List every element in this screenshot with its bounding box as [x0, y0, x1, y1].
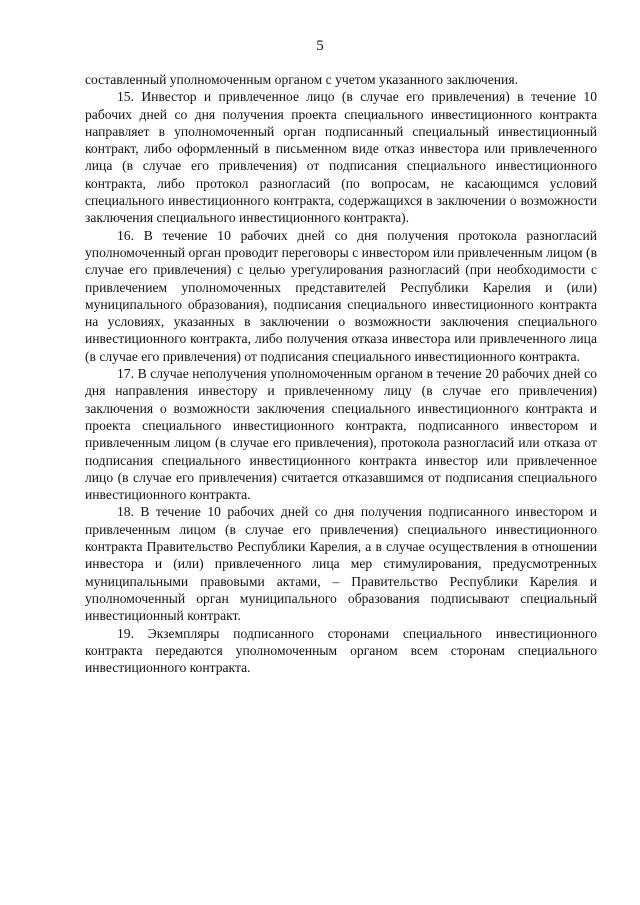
paragraph-15: 15. Инвестор и привлеченное лицо (в случае его привлечения) в течение 10 рабочих дней со дня получения проекта специального инвестиционного контракта направляет в уполномоченный орган подписанный специальный инвестиционный контракт, либо оформленный в письменном виде отказ инвестора или привлеченного лица (в случае его привлечения) от подписания специального инвестиционного контракта, либо протокол разногласий (по вопросам, не касающимся условий специального инвестиционного контракта, содержащихся в заключении о возможности заключения специального инвестиционного контракта). — [85, 89, 597, 226]
page-number: 5 — [316, 38, 324, 54]
paragraph-17: 17. В случае неполучения уполномоченным органом в течение 20 рабочих дней со дня направления инвестору и привлеченному лицу (в случае его привлечения) заключения о возможности заключения специального инвестиционного контракта и проекта специального инвестиционного контракта, подписанного инвестором и привлеченным лицом (в случае его привлечения), протокола разногласий или отказа от подписания специального инвестиционного контракта инвестор или привлеченное лицо (в случае его привлечения) считается отказавшимся от подписания специального инвестиционного контракта. — [85, 366, 597, 503]
paragraph-continuation: составленный уполномоченным органом с учетом указанного заключения. — [85, 72, 518, 87]
document-body — [85, 71, 597, 676]
paragraph-16: 16. В течение 10 рабочих дней со дня получения протокола разногласий уполномоченный орган проводит переговоры с инвестором или привлеченным лицом (в случае его привлечения) с целью урегулирования разногласий (при необходимости с привлечением уполномоченных представителей Республики Карелия и (или) муниципального образования), подписания специального инвестиционного контракта на условиях, указанных в заключении о возможности заключения специального инвестиционного контракта, либо получения отказа инвестора или привлеченного лица (в случае его привлечения) от подписания специального инвестиционного контракта. — [85, 227, 597, 364]
paragraph-18: 18. В течение 10 рабочих дней со дня получения подписанного инвестором и привлеченным лицом (в случае его привлечения) специального инвестиционного контракта Правительство Республики Карелия, а в случае осуществления в отношении инвестора и (или) привлеченного лица мер стимулирования, предусмотренных муниципальными правовыми актами, – Правительство Республики Карелия и уполномоченный орган муниципального образования подписывают специальный инвестиционный контракт. — [85, 504, 597, 624]
paragraph-19: 19. Экземпляры подписанного сторонами специального инвестиционного контракта передаются уполномоченным органом всем сторонам специального инвестиционного контракта. — [85, 625, 597, 676]
